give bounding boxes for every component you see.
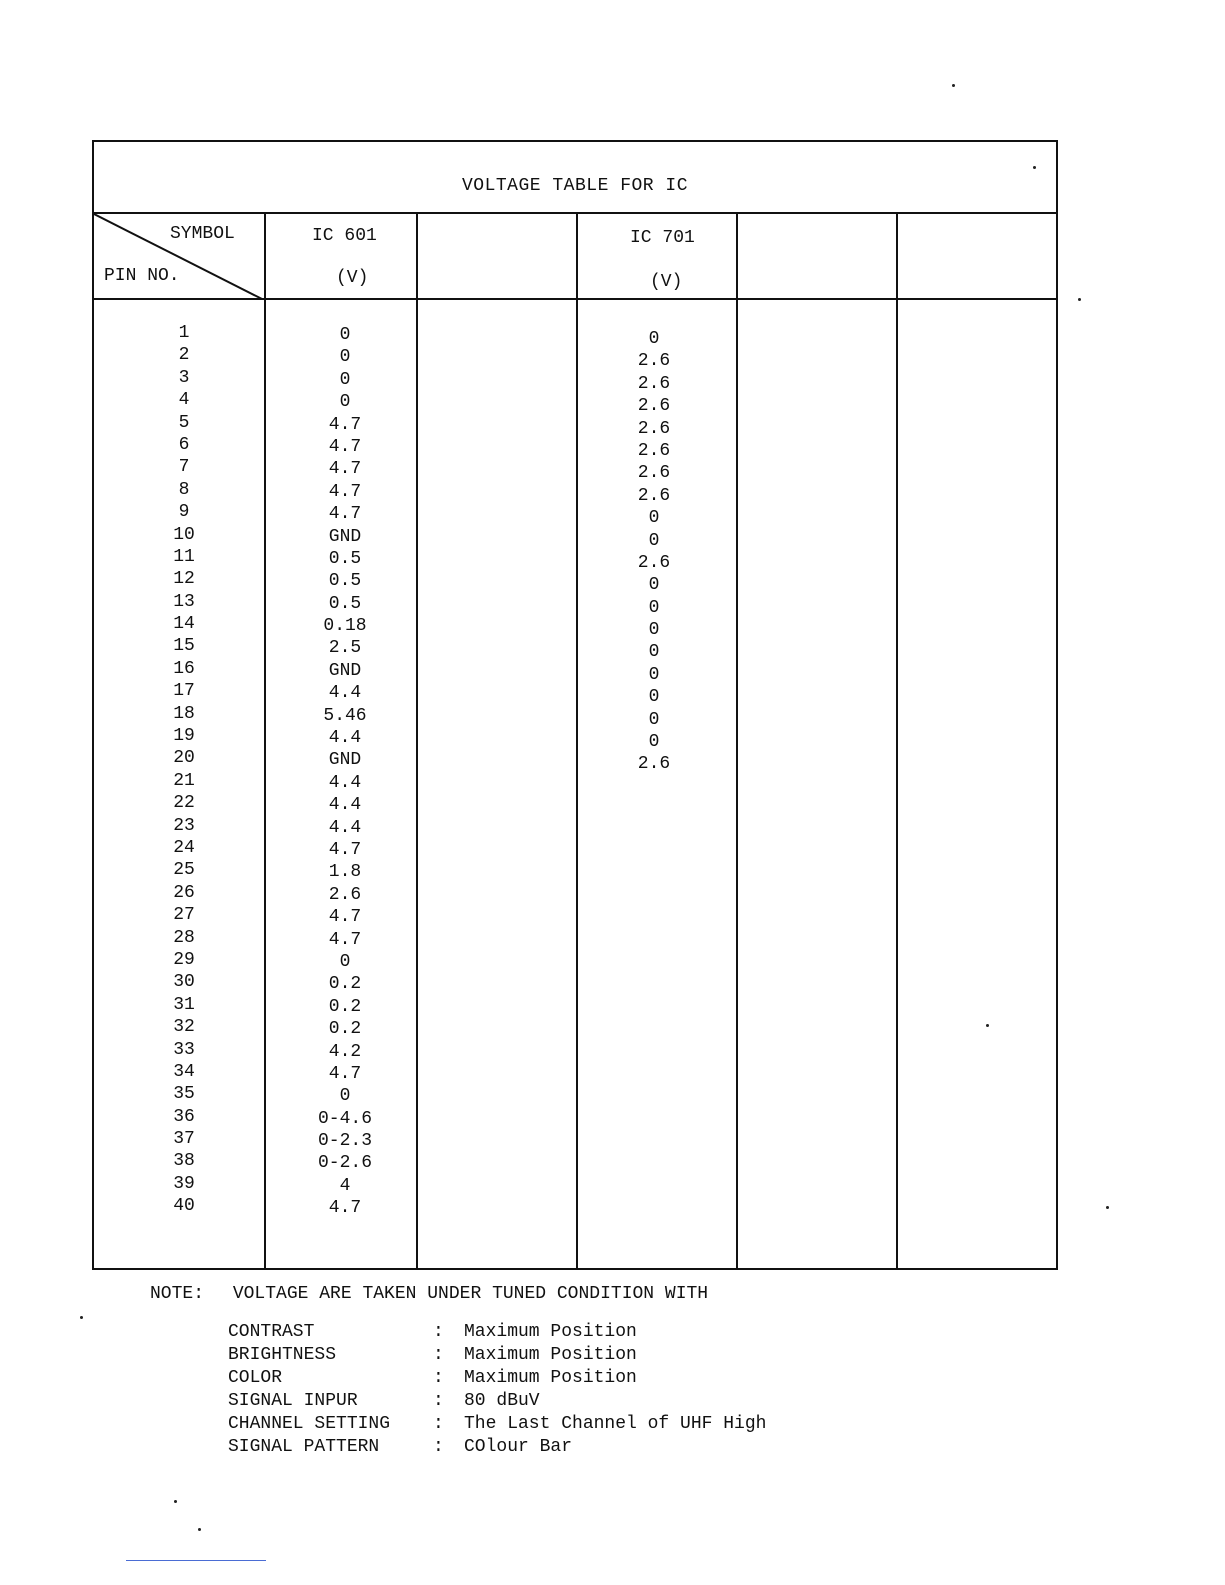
ic601-value-cell: 4 [339, 1175, 351, 1196]
pin-number-cell: 4 [178, 390, 190, 411]
ic701-value-cell: 2.6 [637, 485, 671, 506]
pin-number-cell: 26 [173, 882, 195, 903]
pin-number-cell: 37 [173, 1129, 195, 1150]
ic701-value-cell: 0 [648, 709, 660, 730]
pin-number-cell: 28 [173, 927, 195, 948]
pin-number-cell: 22 [173, 793, 195, 814]
ic701-value-cell: 2.6 [637, 552, 671, 573]
column-divider [416, 214, 418, 1268]
ic701-value-cell: 0 [648, 575, 660, 596]
ic601-value-cell: 0 [339, 369, 351, 390]
ic601-value-cell: 2.5 [328, 638, 362, 659]
ic601-value-cell: 4.7 [328, 481, 362, 502]
ic701-value-cell: 2.6 [637, 396, 671, 417]
corner-symbol-label: SYMBOL [170, 224, 235, 244]
pin-number-cell: 34 [173, 1061, 195, 1082]
pin-number-cell: 21 [173, 770, 195, 791]
column-divider [896, 214, 898, 1268]
ic601-value-cell: 4.4 [328, 795, 362, 816]
column-divider [576, 214, 578, 1268]
pin-number-cell: 30 [173, 972, 195, 993]
column-divider [264, 214, 266, 1268]
ic601-value-cell: 4.7 [328, 436, 362, 457]
scan-speck [1033, 166, 1036, 169]
pin-number-cell: 24 [173, 837, 195, 858]
pin-number-cell: 1 [178, 323, 190, 343]
ic601-value-cell: 4.7 [328, 1063, 362, 1084]
pin-number-cell: 25 [173, 860, 195, 881]
voltage-table [92, 140, 1058, 1270]
ic601-value-cell: 4.7 [328, 1198, 362, 1219]
ic601-value-cell: 0.5 [328, 571, 362, 592]
ic601-value-cell: 0 [339, 347, 351, 368]
condition-value: Maximum Position [464, 1322, 637, 1342]
column-divider [736, 214, 738, 1268]
ic701-value-cell: 0 [648, 664, 660, 685]
note-label: NOTE: [150, 1284, 205, 1304]
ic601-value-cell: 4.7 [328, 929, 362, 950]
ic701-value-cell: 2.6 [637, 351, 671, 372]
pin-number-cell: 11 [173, 546, 195, 567]
pin-number-cell: 13 [173, 591, 195, 612]
scan-speck [1106, 1206, 1109, 1209]
scan-speck [952, 84, 955, 87]
condition-separator: : [433, 1368, 444, 1388]
pin-number-cell: 10 [173, 524, 195, 545]
pin-number-cell: 7 [178, 457, 190, 478]
ic601-value-cell: 0 [339, 392, 351, 413]
condition-value: The Last Channel of UHF High [464, 1414, 767, 1434]
condition-value: 80 dBuV [464, 1391, 540, 1411]
pin-number-cell: 12 [173, 569, 195, 590]
pin-number-cell: 15 [173, 636, 195, 657]
condition-separator: : [433, 1391, 444, 1411]
pin-number-cell: 39 [173, 1173, 195, 1194]
pin-number-cell: 5 [178, 412, 190, 433]
condition-name: SIGNAL INPUR [228, 1391, 358, 1411]
ic601-value-cell: 4.4 [328, 772, 362, 793]
table-title-row [94, 142, 1056, 214]
ic601-value-cell: 0-4.6 [317, 1108, 372, 1129]
ic701-value-cell: 2.6 [637, 463, 671, 484]
ic601-value-cell: GND [328, 750, 362, 771]
ic601-value-cell: 0 [339, 325, 351, 345]
condition-name: CONTRAST [228, 1322, 315, 1342]
ic601-value-cell: 1.8 [328, 862, 362, 883]
ic701-value-cell: 2.6 [637, 754, 671, 775]
ic601-value-cell: 4.7 [328, 839, 362, 860]
ic601-value-cell: 0.18 [323, 616, 367, 637]
note-text: VOLTAGE ARE TAKEN UNDER TUNED CONDITION WITH [232, 1284, 709, 1304]
ic701-value-cell: 2.6 [637, 440, 671, 461]
ic701-value-cell: 2.6 [637, 418, 671, 439]
ic701-value-cell: 0 [648, 329, 660, 349]
ic601-value-cell: 4.4 [328, 817, 362, 838]
scan-speck [198, 1528, 201, 1531]
ic701-value-cell: 2.6 [637, 373, 671, 394]
condition-name: SIGNAL PATTERN [228, 1437, 380, 1457]
ic601-value-cell: 4.7 [328, 414, 362, 435]
pin-number-cell: 16 [173, 658, 195, 679]
pin-number-cell: 9 [178, 502, 190, 523]
pin-number-cell: 20 [173, 748, 195, 769]
condition-value: Maximum Position [464, 1345, 637, 1365]
pin-number-cell: 3 [178, 367, 190, 388]
pin-number-cell: 38 [173, 1151, 195, 1172]
condition-name: COLOR [228, 1368, 283, 1388]
scan-speck [80, 1316, 83, 1319]
ic701-value-cell: 0 [648, 508, 660, 529]
ic601-value-cell: 0-2.6 [317, 1153, 372, 1174]
pin-number-column [134, 322, 234, 1218]
condition-separator: : [433, 1437, 444, 1457]
pin-number-cell: 27 [173, 905, 195, 926]
ic701-value-cell: 0 [648, 620, 660, 641]
ic601-value-cell: 0.2 [328, 996, 362, 1017]
pin-number-cell: 23 [173, 815, 195, 836]
ic701-value-cell: 0 [648, 597, 660, 618]
ic601-value-column [290, 324, 400, 1220]
pin-number-cell: 14 [173, 614, 195, 635]
pin-number-cell: 6 [178, 434, 190, 455]
condition-name: BRIGHTNESS [228, 1345, 337, 1365]
pin-number-cell: 17 [173, 681, 195, 702]
ic601-value-cell: 0.2 [328, 974, 362, 995]
ic601-value-cell: GND [328, 660, 362, 681]
pin-number-cell: 18 [173, 703, 195, 724]
ic601-value-cell: 0-2.3 [317, 1131, 372, 1152]
ic601-header: IC 601 [312, 226, 377, 246]
ic601-value-cell: 0 [339, 951, 351, 972]
scan-speck [986, 1024, 989, 1027]
ic701-value-cell: 0 [648, 687, 660, 708]
ic601-value-cell: 0.5 [328, 593, 362, 614]
ic601-value-cell: 4.7 [328, 907, 362, 928]
pin-number-cell: 19 [173, 726, 195, 747]
pin-number-cell: 35 [173, 1084, 195, 1105]
condition-separator: : [433, 1414, 444, 1434]
pin-number-cell: 32 [173, 1017, 195, 1038]
ic701-value-cell: 0 [648, 642, 660, 663]
ic601-value-cell: 0.2 [328, 1019, 362, 1040]
ic701-value-column [604, 328, 704, 776]
note-block [150, 1284, 708, 1304]
ic601-value-cell: 4.4 [328, 728, 362, 749]
table-title: VOLTAGE TABLE FOR IC [461, 176, 689, 196]
ic601-value-cell: 0 [339, 1086, 351, 1107]
condition-separator: : [433, 1322, 444, 1342]
ic701-value-cell: 0 [648, 732, 660, 753]
pin-number-cell: 29 [173, 949, 195, 970]
condition-separator: : [433, 1345, 444, 1365]
pin-number-cell: 33 [173, 1039, 195, 1060]
ic601-value-cell: GND [328, 526, 362, 547]
bottom-rule [126, 1560, 266, 1561]
pin-number-cell: 8 [178, 479, 190, 500]
condition-name: CHANNEL SETTING [228, 1414, 391, 1434]
ic601-value-cell: 4.7 [328, 459, 362, 480]
condition-value: COlour Bar [464, 1437, 573, 1457]
ic601-value-cell: 4.7 [328, 504, 362, 525]
condition-value: Maximum Position [464, 1368, 637, 1388]
ic601-value-cell: 2.6 [328, 884, 362, 905]
pin-number-cell: 31 [173, 994, 195, 1015]
ic601-value-cell: 4.4 [328, 683, 362, 704]
pin-number-cell: 36 [173, 1106, 195, 1127]
scan-speck [1078, 298, 1081, 301]
ic601-value-cell: 4.2 [328, 1041, 362, 1062]
ic701-unit: (V) [650, 272, 683, 292]
corner-pin-label: PIN NO. [104, 266, 180, 286]
ic701-header: IC 701 [630, 228, 695, 248]
ic601-unit: (V) [336, 268, 369, 288]
pin-number-cell: 2 [178, 345, 190, 366]
ic701-value-cell: 0 [648, 530, 660, 551]
scan-speck [174, 1500, 177, 1503]
ic601-value-cell: 0.5 [328, 548, 362, 569]
pin-number-cell: 40 [173, 1196, 195, 1217]
ic601-value-cell: 5.46 [323, 705, 367, 726]
